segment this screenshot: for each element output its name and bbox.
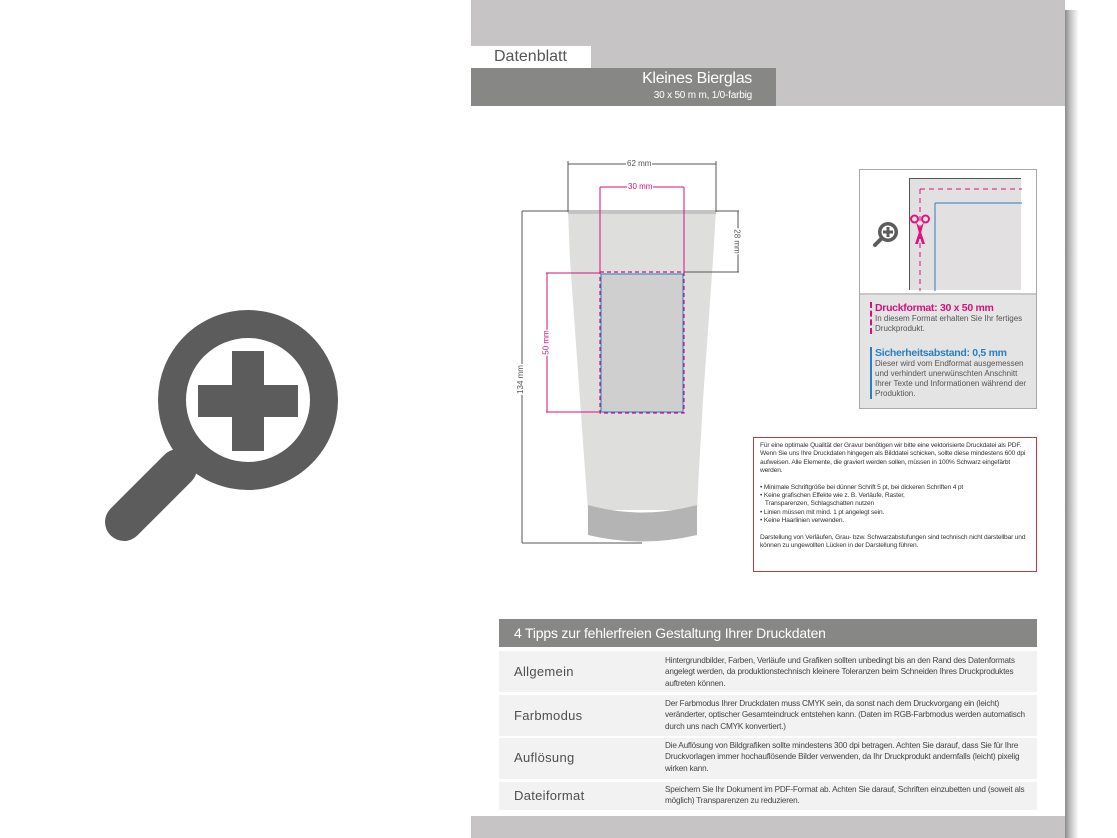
engraving-note-box xyxy=(753,437,1037,572)
glass-drawing xyxy=(471,0,771,600)
note-bullet: • Linien müssen mit mind. 1 pt angelegt sein. xyxy=(760,508,885,516)
datenblatt-tab: Datenblatt xyxy=(471,46,591,68)
note-intro: Für eine optimale Qualität der Gravur benötigen wir bitte eine vektorisierte Druckdatei als PDF. Wenn Sie uns Ihre Druckdaten hingegen als Bilddatei schicken, sollte diese mindestens 600 dpi aufweisen. Alle Elemente, die graviert werden sollen, müssen in 100% Schwarz eingefärbt werden. xyxy=(760,442,1026,475)
format-preview xyxy=(860,170,1036,295)
tip-row-dateiformat xyxy=(499,782,1037,810)
scissors-icon xyxy=(910,214,930,248)
sicherheitsabstand-title: Sicherheitsabstand: 0,5 mm xyxy=(875,347,1007,359)
sicherheitsabstand-info xyxy=(870,347,1034,399)
format-info-box xyxy=(859,169,1037,409)
druckformat-info xyxy=(870,302,1030,334)
note-bullet: • Minimale Schriftgröße bei dünner Schrift 5 pt, bei dickeren Schriften 4 pt xyxy=(760,483,964,491)
note-bullet: Transparenzen, Schlagschatten nutzen xyxy=(760,500,875,508)
sicherheitsabstand-text: Dieser wird vom Endformat ausgemessen und verhindert unerwünschten Anschnitt Ihrer Texte und Informationen während der Produktion. xyxy=(875,359,1027,398)
dim-top-offset: 28 mm xyxy=(732,229,742,254)
tip-row-allgemein xyxy=(499,651,1037,692)
footer-band xyxy=(471,816,1065,838)
product-subtitle: 30 x 50 m m, 1/0-farbig xyxy=(653,90,752,101)
tip-text: Der Farbmodus Ihrer Druckdaten muss CMYK sein, da sonst nach dem Druckvorgang ein (leicht) veränderter, optischer Gesamteindruck entstehen kann. (Daten im RGB-Farbmodus werden automatisch durch uns nach CMYK konvertiert.) xyxy=(665,699,1025,731)
tip-text: Die Auflösung von Bildgrafiken sollte mindestens 300 dpi betragen. Achten Sie darauf, dass Sie für Ihre Druckvorlagen immer hochauflösende Bilder verwenden, da Ihr Druckprodukt andernfalls (leicht) pixelig wirken kann. xyxy=(665,741,1020,773)
zoom-in-icon[interactable] xyxy=(871,220,901,250)
note-bullet: • Keine Haarlinien verwenden. xyxy=(760,517,845,525)
dim-height-total: 134 mm xyxy=(515,365,525,394)
datasheet-page xyxy=(471,0,1065,838)
tip-label: Farbmodus xyxy=(514,708,583,723)
dim-height-print: 50 mm xyxy=(541,330,551,355)
dim-width-total: 62 mm xyxy=(627,159,652,168)
tip-row-aufloesung xyxy=(499,738,1037,779)
zoom-in-icon[interactable] xyxy=(100,308,360,553)
page-shadow xyxy=(1065,10,1079,838)
tip-label: Auflösung xyxy=(514,750,575,765)
tip-text: Speichern Sie Ihr Dokument im PDF-Format ab. Achten Sie darauf, Schriften einzubetten und (soweit als möglich) Transparenzen zu reduzieren. xyxy=(665,785,1025,806)
note-bullet: • Keine grafischen Effekte wie z. B. Verläufe, Raster, xyxy=(760,492,905,500)
tip-text: Hintergrundbilder, Farben, Verläufe und Grafiken sollten unbedingt bis an den Rand des Datenformats angelegt werden, da produktionstechnisch kleinere Toleranzen beim Schneiden Ihres Druckproduktes auftreten können. xyxy=(665,656,1015,688)
tips-header: 4 Tipps zur fehlerfreien Gestaltung Ihrer Druckdaten xyxy=(499,619,1037,647)
product-title: Kleines Bierglas xyxy=(642,70,752,87)
note-bullets xyxy=(760,484,1030,526)
note-outro: Darstellung von Verläufen, Grau- bzw. Schwarzabstufungen sind technisch nicht darstellbar und können zu ungewollten Lücken in der Darstellung führen. xyxy=(760,533,1026,550)
druckformat-text: In diesem Format erhalten Sie Ihr fertiges Druckprodukt. xyxy=(875,314,1023,333)
tip-label: Allgemein xyxy=(514,664,574,679)
dim-width-print: 30 mm xyxy=(628,182,653,191)
tip-label: Dateiformat xyxy=(514,788,585,803)
tip-row-farbmodus xyxy=(499,695,1037,736)
druckformat-title: Druckformat: 30 x 50 mm xyxy=(875,302,994,314)
